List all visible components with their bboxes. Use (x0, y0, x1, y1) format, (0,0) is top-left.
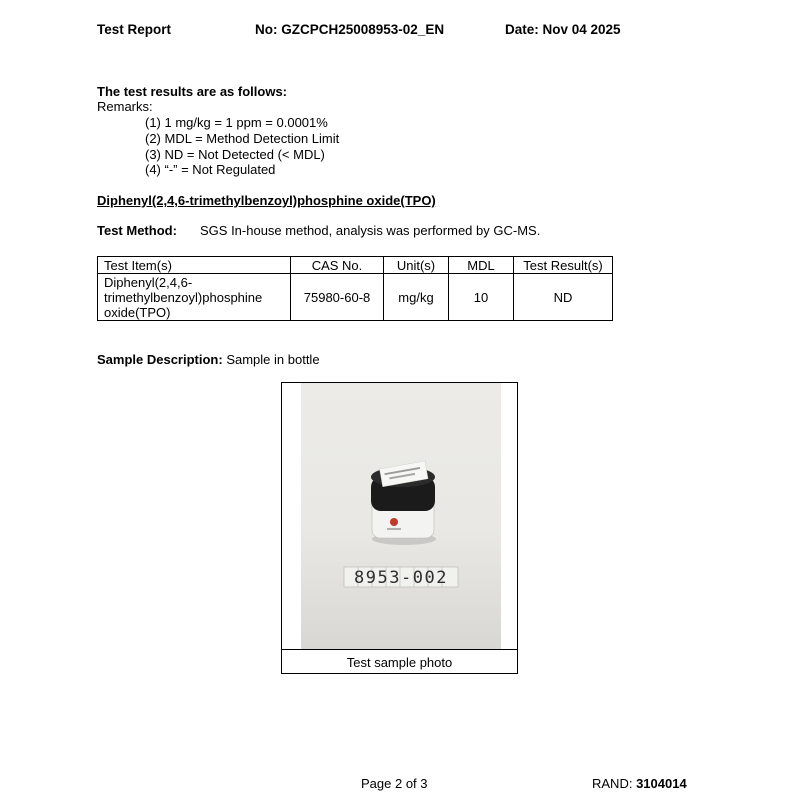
rand-value: 3104014 (636, 776, 687, 791)
col-header-test-item: Test Item(s) (98, 257, 291, 274)
results-table (97, 256, 613, 321)
table-row (98, 274, 613, 321)
remark-item: (2) MDL = Method Detection Limit (145, 131, 340, 146)
test-item-line: trimethylbenzoyl)phosphine (104, 289, 263, 305)
report-title: Test Report (97, 22, 172, 37)
test-method-label: Test Method: (97, 223, 177, 238)
sample-description (97, 352, 320, 367)
test-item-line: oxide(TPO) (104, 304, 171, 320)
rand-code (592, 776, 687, 791)
sample-bottle-illustration (301, 383, 501, 649)
mdl-cell: 10 (449, 274, 514, 321)
cas-cell: 75980-60-8 (291, 274, 384, 321)
test-item-line: Diphenyl(2,4,6- (104, 274, 193, 290)
rand-label: RAND: (592, 776, 633, 791)
result-cell: ND (514, 274, 613, 321)
test-item-cell (98, 274, 291, 321)
sample-description-label: Sample Description: (97, 352, 223, 367)
sample-description-value: Sample in bottle (226, 352, 320, 367)
col-header-unit: Unit(s) (384, 257, 449, 274)
remark-item: (3) ND = Not Detected (< MDL) (145, 147, 325, 162)
remark-item: (4) “-” = Not Regulated (145, 162, 276, 177)
sample-code-label: 8953-002 (354, 568, 448, 588)
remark-item: (1) 1 mg/kg = 1 ppm = 0.0001% (145, 115, 328, 130)
section-title: Diphenyl(2,4,6-trimethylbenzoyl)phosphine oxide(TPO) (97, 193, 436, 208)
report-number: No: GZCPCH25008953-02_EN (255, 22, 445, 37)
photo-caption: Test sample photo (282, 649, 517, 675)
page-number: Page 2 of 3 (361, 776, 428, 791)
remarks-label: Remarks: (97, 99, 153, 114)
report-date: Date: Nov 04 2025 (505, 22, 621, 37)
col-header-mdl: MDL (449, 257, 514, 274)
results-intro: The test results are as follows: (97, 84, 288, 99)
sample-photo-frame (281, 382, 518, 674)
col-header-cas: CAS No. (291, 257, 384, 274)
col-header-result: Test Result(s) (514, 257, 613, 274)
test-method-value: SGS In-house method, analysis was performed by GC-MS. (200, 223, 541, 238)
unit-cell: mg/kg (384, 274, 449, 321)
table-header-row (98, 257, 613, 274)
sample-photo (301, 383, 501, 649)
